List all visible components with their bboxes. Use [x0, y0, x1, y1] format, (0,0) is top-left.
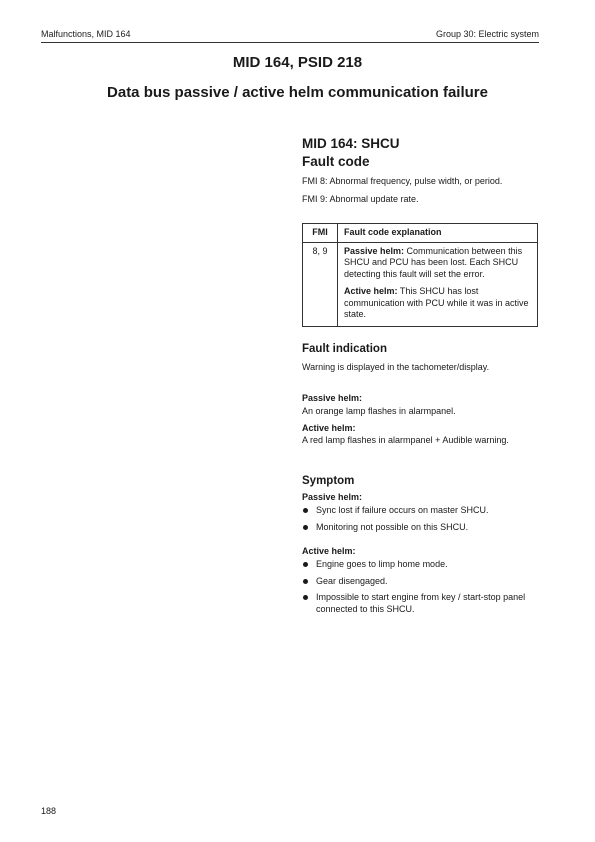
table-header-row: [303, 224, 538, 243]
active-helm-explanation: [344, 286, 531, 321]
table-header-explanation: Fault code explanation: [338, 224, 538, 243]
fault-code-table: [302, 223, 538, 327]
symptom-passive-label: Passive helm:: [302, 492, 363, 502]
symptom-heading: Symptom: [302, 475, 355, 487]
page-subtitle: Data bus passive / active helm communication failure: [107, 84, 488, 101]
bullet-icon: [303, 508, 308, 513]
running-header-left: Malfunctions, MID 164: [41, 29, 131, 39]
list-item-text: Sync lost if failure occurs on master SHCU.: [316, 505, 489, 515]
table-row: [303, 242, 538, 326]
passive-helm-text: Communication between this SHCU and PCU has been lost. Each SHCU detecting this fault will set the error.: [344, 245, 523, 279]
mid-heading: MID 164: SHCU: [302, 136, 400, 151]
bullet-icon: [303, 562, 308, 567]
table-cell-explanation: [338, 242, 538, 326]
fault-indication-passive-label: Passive helm:: [302, 393, 363, 403]
list-item: [302, 559, 538, 571]
fault-code-heading: Fault code: [302, 154, 370, 169]
passive-helm-explanation: [344, 246, 531, 281]
list-item: [302, 576, 538, 588]
passive-helm-label: Passive helm:: [344, 245, 405, 256]
header-rule: [41, 42, 539, 43]
fmi-8-line: FMI 8: Abnormal frequency, pulse width, or period.: [302, 176, 503, 186]
symptom-active-list: [302, 559, 538, 620]
list-item-text: Impossible to start engine from key / start-stop panel connected to this SHCU.: [316, 592, 526, 614]
table-header-fmi: FMI: [303, 224, 338, 243]
list-item: [302, 522, 538, 534]
list-item-text: Monitoring not possible on this SHCU.: [316, 521, 469, 532]
fault-indication-active-text: A red lamp flashes in alarmpanel + Audible warning.: [302, 435, 509, 445]
bullet-icon: [303, 579, 308, 584]
fmi-9-line: FMI 9: Abnormal update rate.: [302, 194, 419, 204]
list-item: [302, 592, 538, 615]
symptom-active-label: Active helm:: [302, 546, 356, 556]
symptom-passive-list: [302, 505, 538, 538]
bullet-icon: [303, 525, 308, 530]
list-item-text: Engine goes to limp home mode.: [316, 559, 448, 569]
active-helm-text: This SHCU has lost communication with PCU while it was in active state.: [344, 286, 529, 319]
active-helm-label: Active helm:: [344, 286, 398, 296]
fault-indication-passive-text: An orange lamp flashes in alarmpanel.: [302, 406, 456, 416]
fault-indication-text: Warning is displayed in the tachometer/display.: [302, 362, 490, 372]
page-title: MID 164, PSID 218: [232, 54, 363, 71]
list-item: [302, 505, 538, 517]
list-item-text: Gear disengaged.: [316, 575, 388, 586]
table-cell-fmi: 8, 9: [303, 242, 338, 326]
fault-indication-heading: Fault indication: [302, 343, 387, 355]
bullet-icon: [303, 595, 308, 600]
page-number: 188: [41, 806, 57, 816]
fault-indication-active-label: Active helm:: [302, 423, 356, 433]
running-header-right: Group 30: Electric system: [435, 29, 539, 39]
